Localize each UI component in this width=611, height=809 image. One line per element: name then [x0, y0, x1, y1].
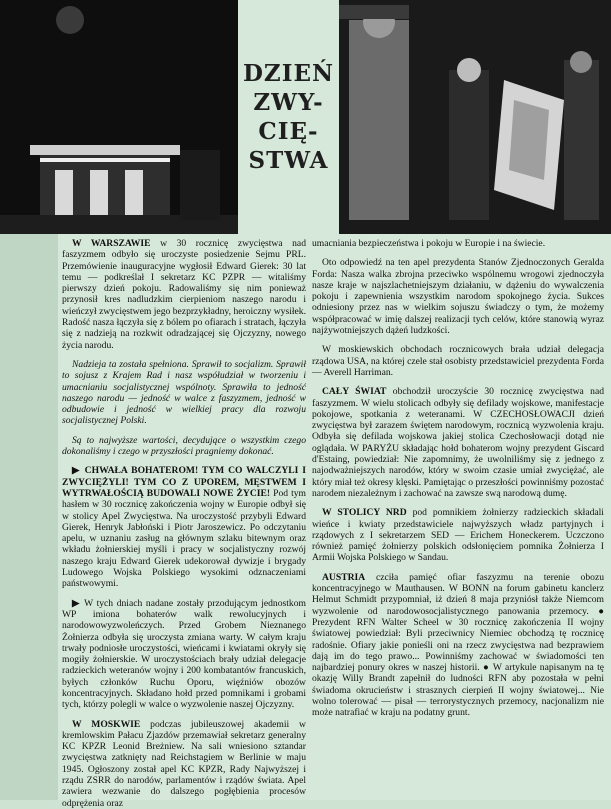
lead-text: CAŁY ŚWIAT: [322, 386, 387, 398]
paragraph: [62, 719, 306, 809]
paragraph-text: w 30 rocznicę zwycięstwa nad faszyzmem odbyło się uroczyste posiedzenie Sejmu PRL. Przemówienie inauguracyjne wygłosił Edward Gierek: 30 lat temu — podkreślał I sekretarz KC PZPR — witaliśmy pierwszy dzień pokoju. Radowaliśmy się nim ponieważ przynosił kres nadludzkim cierpieniom naszego narodu i wieńczył zwycięstwem jego bezprzykładny, heroiczny wysiłek. Radość nasza łączyła się z bólem po ofiarach i stratach, łączyła się z nadzieją na rozkwit odradzającej się Ojczyzny, nowego życia narodu.: [62, 238, 306, 351]
paragraph: [312, 386, 604, 499]
photo-parliament-illustration: [0, 0, 238, 234]
photo-parliament-night: [0, 0, 238, 234]
paragraph-text: W moskiewskich obchodach rocznicowych brała udział delegacja rządowa USA, na której czele stał osobisty przedstawiciel prezydenta Forda — Averell Harriman.: [312, 344, 604, 378]
lead-text: AUSTRIA: [322, 571, 366, 583]
paragraph: [62, 238, 306, 351]
paragraph-text: W tych dniach nadane zostały przodującym jednostkom WP imiona bohaterów walk rewolucyjnych i narodowowyzwoleńczych. Przed Grobem Nieznanego Żołnierza odbyła się uroczysta zmiana warty. W całym kraju trwały podniosłe uroczystości, wieńcami i kwiatami okryły się mogiły żołnierskie. W uroczystościach brały udział delegacje radzieckich weteranów wojny i 200 kombatantów francuskich, byłych członków Ruchu Oporu, więźniów obozów koncentracyjnych. Składano hołd przed pomnikami i grobami tych, którzy polegli w walce o wyzwolenie naszej Ojczyzny.: [62, 597, 306, 711]
photo-soldiers-illustration: [339, 0, 611, 234]
headline-line-4: STWA: [248, 147, 329, 174]
paragraph: [62, 435, 306, 458]
lead-text: W STOLICY NRD: [322, 507, 407, 519]
text-column-1: [62, 238, 306, 809]
paragraph: [62, 598, 306, 711]
paragraph-text: Pod tym hasłem w 30 rocznicę zakończenia wojny w Europie odbył się w stolicy Apel Zwycięstwa. Na uroczystość przybyli Edward Gierek, Henryk Jabłoński i Piotr Jaroszewicz. Po odczytaniu apelu, w uznaniu zasług na głównym szlaku bitewnym oraz wkładu żołnierskiej myśli i pracy w socjalistyczny rozwój naszego kraju Edward Gierek udekorował dywizje i brygady Ludowego Wojska Polskiego wysokimi odznaczeniami państwowymi.: [62, 487, 306, 590]
headline: [238, 0, 339, 234]
paragraph-text: obchodził uroczyście 30 rocznicę zwycięstwa nad faszyzmem. W wielu stolicach odbyły się defilady wojskowe, manifestacje pokojowe, spotkania z weteranami. W CZECHOSŁOWACJI dzień zwycięstwa był zarazem świętem narodowym, rocznicą wyzwolenia kraju. Odbyła się defilada wojskowa jakiej stolica Czechosłowacji dotąd nie oglądała. W PARYŻU składając hołd bohaterom wojny prezydent Giscard d'Estaing, powiedział: Nie zapomnimy, że uwolniliśmy się z jednego z najodważniejszych narodów, który w swoim czasie umiał zwyciężać, ale który miał też okresy klęski. Pamiętając o przeszłości powinniśmy pozostać narodem niezależnym i zachować na zawsze swą narodową dumę.: [312, 386, 604, 499]
lead-text: ▶: [72, 597, 81, 609]
left-margin-band: [0, 234, 58, 800]
paragraph: [312, 257, 604, 336]
paragraph: [312, 238, 604, 249]
paragraph-text: Nadzieja ta została spełniona. Sprawił to socjalizm. Sprawił to sojusz z Krajem Rad i nasz współudział w tworzeniu i umacnianiu socjalistycznej wspólnoty. Sprawiła to jedność naszego narodu — jedność w walce z faszyzmem, jedność w odbudowie i jedność w wielkiej pracy dla rozwoju socjalistycznej Polski.: [62, 358, 306, 427]
paragraph-text: pod pomnikiem żołnierzy radzieckich składali wieńce i kwiaty przedstawiciele najwyższych władz partyjnych i rządowych z I sekretarzem SED — Erichem Honeckerem. Uczczono również pamięć żołnierzy polskich odsłonięciem pomnika Żołnierza I Armii Wojska Polskiego w Sandau.: [312, 507, 604, 564]
paragraph-text: czciła pamięć ofiar faszyzmu na terenie obozu koncentracyjnego w Mauthausen. W BONN na forum gabinetu kanclerz Helmut Schmidt przypomniał, iż dzień 8 maja przyniósł także Niemcom wyzwolenie od narodowosocjalistycznego panowania przemocy. ● Prezydent RFN Walter Scheel w 30 rocznicę zakończenia II wojny światowej powiedział: Byli przeciwnicy Niemiec obchodzą tę rocznicę radośnie. Ofiary jakie ponieśli oni na rzecz zwycięstwa nad bezprawiem dają im do tego prawo... Powinniśmy zachować w świadomości ten najbardziej ponury okres w naszej historii. ● W artykule napisanym na tę okazję Willy Brandt zapełnił do ludności RFN aby pozostała w pełni świadoma okrucieństw i strasznych cierpień II wojny światowej... Nie wolno tolerować — pisał — terrorystycznych przemocy, nacjonalizm nie może natrafiać w kraju na podatny grunt.: [312, 571, 605, 719]
lead-text: W WARSZAWIE: [72, 238, 151, 249]
headline-line-2: ZWY-: [253, 89, 324, 116]
paragraph: [312, 344, 604, 378]
headline-line-3: CIĘ-: [258, 118, 319, 145]
photo-soldiers-flag: [339, 0, 611, 234]
paragraph-text: Są to najwyższe wartości, decydujące o wszystkim czego dokonaliśmy i czego w przyszłości pragniemy dokonać.: [62, 434, 306, 458]
paragraph-text: Oto odpowiedź na ten apel prezydenta Stanów Zjednoczonych Geralda Forda: Nasza walka zbrojna przeciwko wspólnemu wrogowi zjednoczyła nasze kraje w najszlachetniejszym działaniu, w dążeniu do wywalczenia pokoju i zapewnienia wszystkim narodom spokojnego życia. Sukces odniesiony przez nas w wielkim sojuszu świadczy o tym, że możemy współpracować w imię dalszej realizacji tych celów, które stanowią wyraz najżywotniejszych dążeń ludzkości.: [312, 257, 604, 337]
paragraph-text: umacniania bezpieczeństwa i pokoju w Europie i na świecie.: [312, 238, 546, 249]
lead-text: W MOSKWIE: [72, 718, 141, 730]
lead-text: ▶ CHWAŁA BOHATEROM! TYM CO WALCZYLI I ZWYCIĘŻYLI! TYM CO Z UPOREM, MĘSTWEM I WYTRWAŁOŚCIĄ BUDOWALI NOWE ŻYCIE!: [62, 465, 306, 499]
paragraph: [312, 572, 604, 719]
headline-line-1: DZIEŃ: [242, 60, 335, 87]
paragraph: [312, 507, 604, 563]
paragraph: [62, 359, 306, 427]
paragraph: [62, 465, 306, 589]
paragraph-text: podczas jubileuszowej akademii w kremlowskim Pałacu Zjazdów przemawiał sekretarz generalny KC KPZR Leonid Breżniew. Na sali wniesiono sztandar zwycięstwa zatknięty nad Reichstagiem w Berlinie w maju 1945. Ogłoszony został apel KC KPZR, Rady Najwyższej i rządu ZSRR do narodów, parlamentów i rządów świata. Apel zawiera wezwanie do dalszego pogłębienia procesów odprężenia oraz: [62, 718, 306, 809]
text-column-2: [312, 238, 604, 719]
